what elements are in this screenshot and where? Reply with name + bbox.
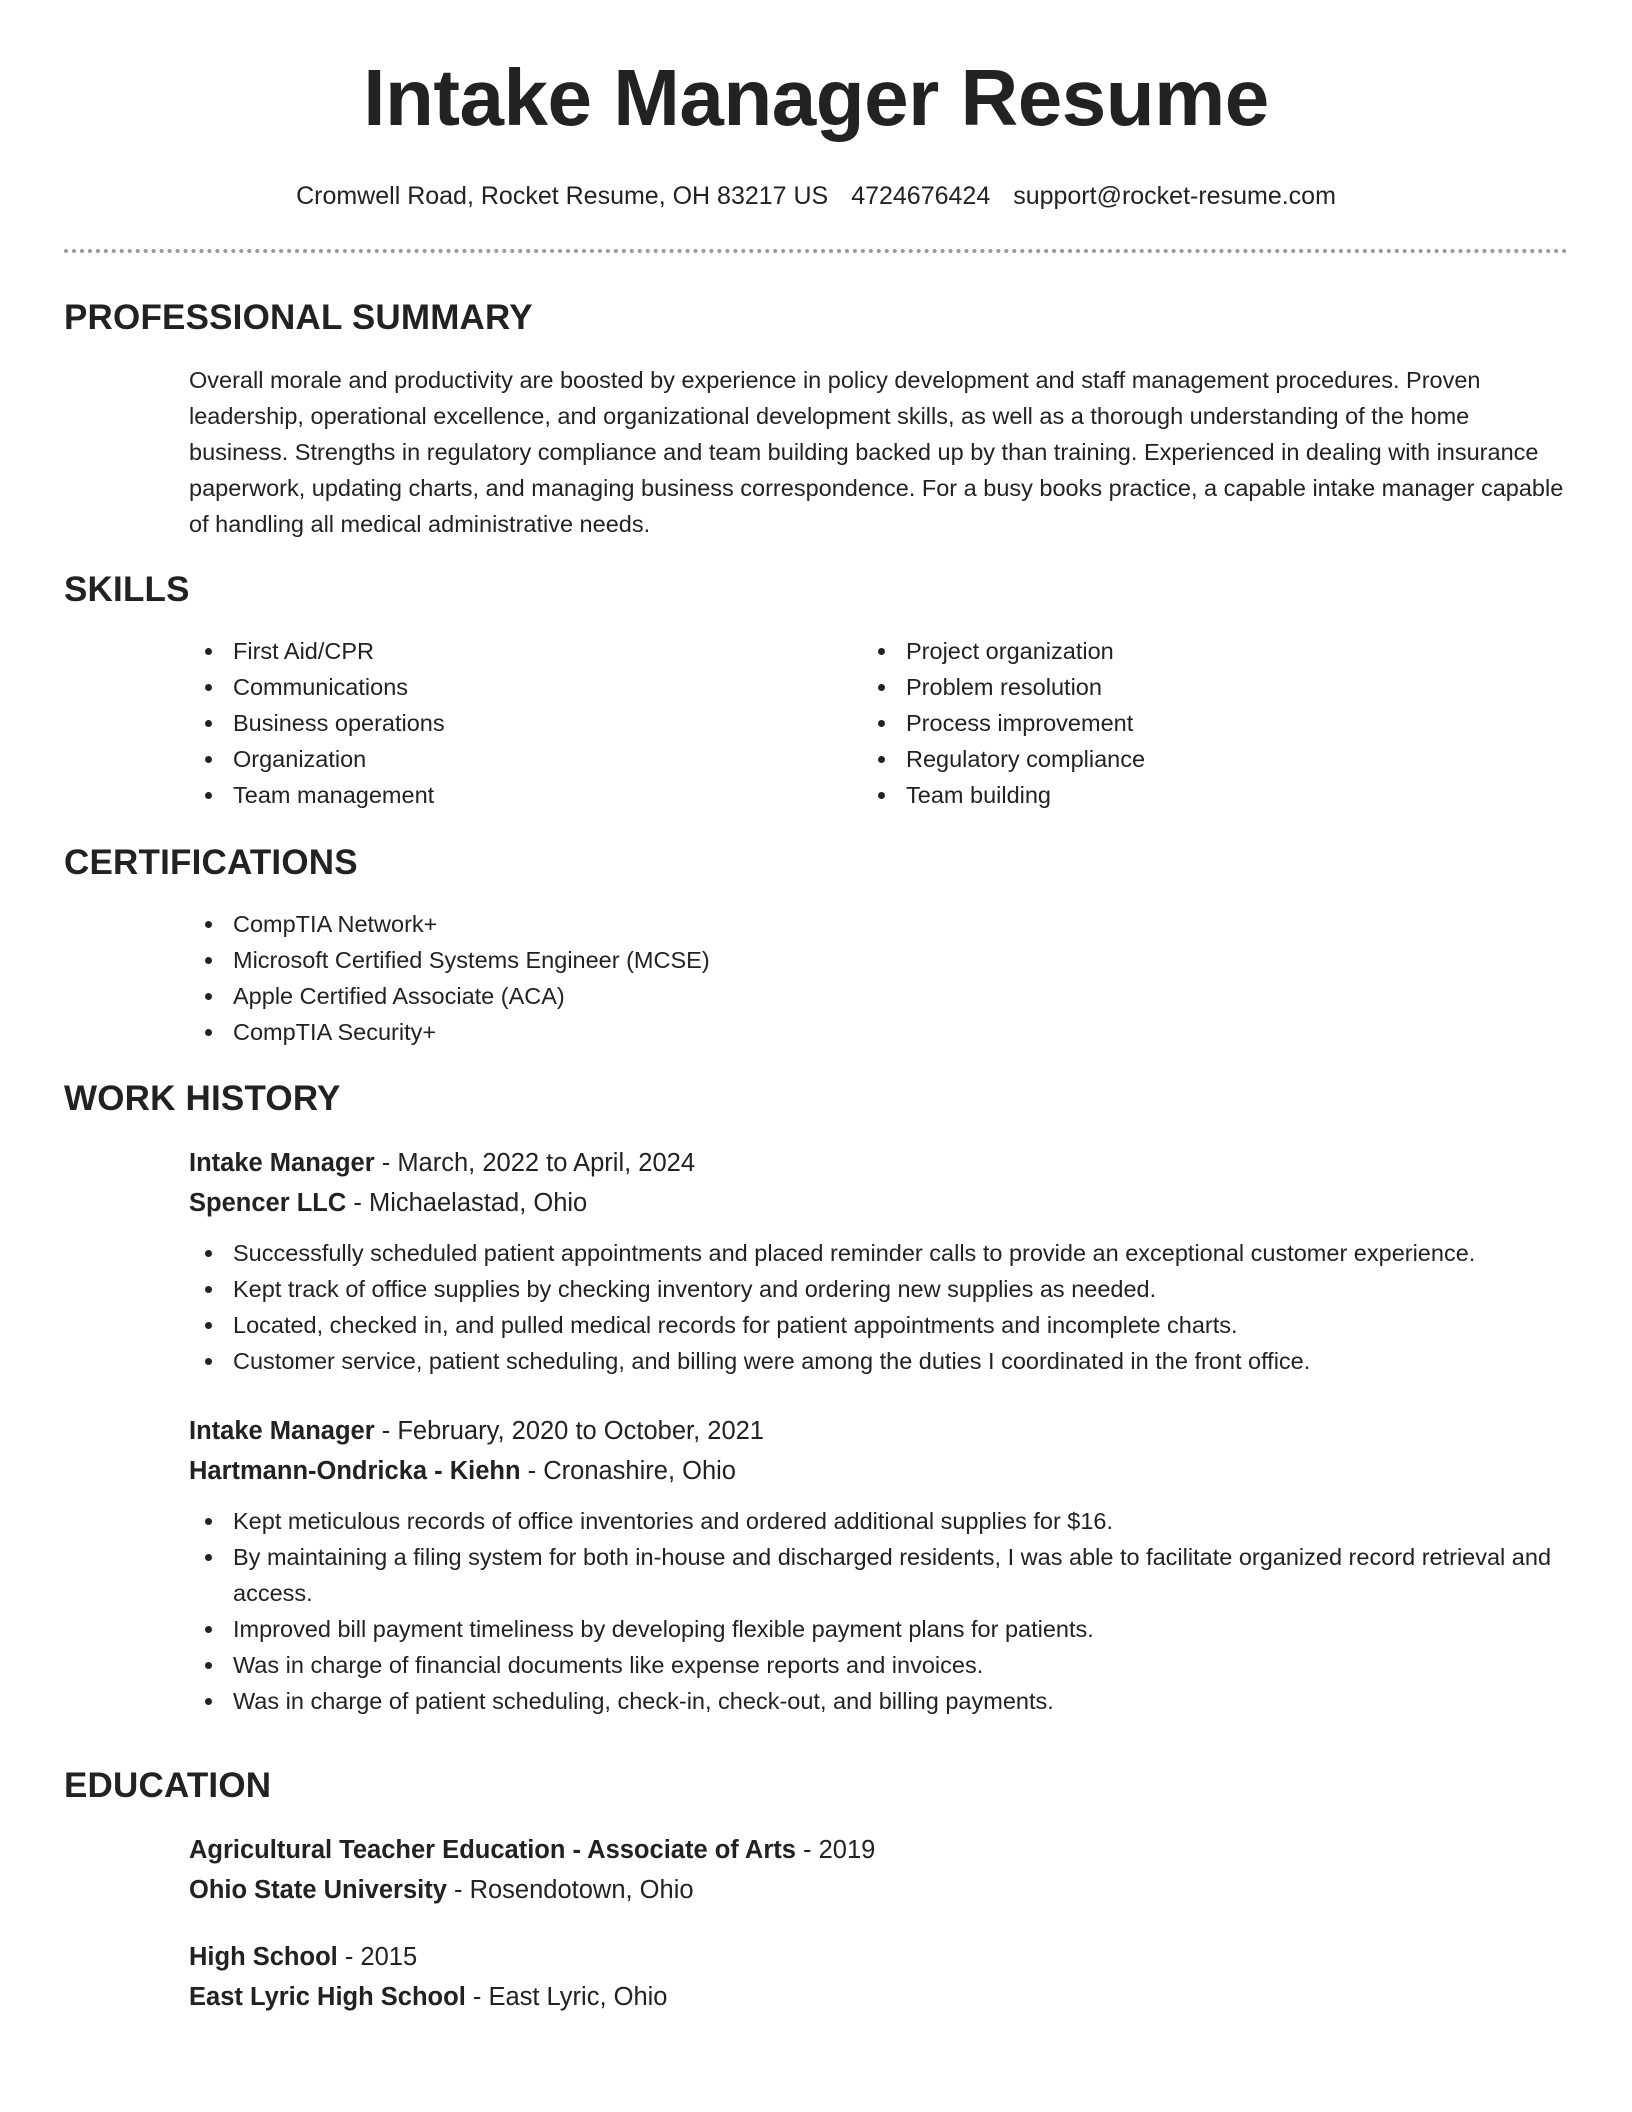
job-entry	[189, 1143, 1568, 1379]
skills-list-left	[189, 633, 829, 813]
job-entry	[189, 1411, 1568, 1719]
summary-heading: PROFESSIONAL SUMMARY	[64, 298, 533, 337]
education-location: - East Lyric, Ohio	[465, 1983, 668, 2011]
job-company: Hartmann-Ondricka - Kiehn	[189, 1457, 521, 1485]
certifications-heading: CERTIFICATIONS	[64, 843, 358, 882]
job-title: Intake Manager	[189, 1149, 375, 1177]
skills-heading: SKILLS	[64, 570, 190, 609]
certification-item: CompTIA Security+	[189, 1014, 1568, 1050]
contact-info	[0, 182, 1632, 211]
contact-address: Cromwell Road, Rocket Resume, OH 83217 US	[296, 182, 829, 210]
resume-title: Intake Manager Resume	[363, 53, 1269, 142]
job-title-line	[189, 1411, 1568, 1451]
education-school: East Lyric High School	[189, 1983, 466, 2011]
job-company-line	[189, 1451, 1568, 1491]
skills-list-right	[862, 633, 1502, 813]
job-company-line	[189, 1183, 1568, 1223]
job-company: Spencer LLC	[189, 1189, 347, 1217]
skill-item: Business operations	[189, 705, 829, 741]
skill-item: Organization	[189, 741, 829, 777]
contact-email: support@rocket-resume.com	[1013, 182, 1336, 210]
job-title-line	[189, 1143, 1568, 1183]
skill-item: Problem resolution	[862, 669, 1502, 705]
skill-item: Team building	[862, 777, 1502, 813]
job-dates: - February, 2020 to October, 2021	[374, 1417, 764, 1445]
education-degree: High School	[189, 1943, 338, 1971]
education-entry	[189, 1830, 1568, 1910]
job-title: Intake Manager	[189, 1417, 375, 1445]
job-duties	[0, 1235, 1568, 1379]
job-duty: Was in charge of financial documents like expense reports and invoices.	[189, 1647, 1568, 1683]
education-school-line	[189, 1977, 1568, 2017]
job-duty: Was in charge of patient scheduling, check-in, check-out, and billing payments.	[189, 1683, 1568, 1719]
education-school: Ohio State University	[189, 1876, 447, 1904]
job-location: - Michaelastad, Ohio	[346, 1189, 588, 1217]
certification-item: CompTIA Network+	[189, 906, 1568, 942]
education-entry	[189, 1937, 1568, 2017]
job-duty: Customer service, patient scheduling, and billing were among the duties I coordinated in the front office.	[189, 1343, 1568, 1379]
certifications-list	[189, 906, 1568, 1050]
skill-item: Project organization	[862, 633, 1502, 669]
skill-item: Process improvement	[862, 705, 1502, 741]
job-duty: Kept track of office supplies by checking inventory and ordering new supplies as needed.	[189, 1271, 1568, 1307]
education-degree-line	[189, 1830, 1568, 1870]
job-duties	[0, 1503, 1568, 1719]
skill-item: Regulatory compliance	[862, 741, 1502, 777]
job-duty: Successfully scheduled patient appointments and placed reminder calls to provide an exceptional customer experience.	[189, 1235, 1568, 1271]
header-divider	[64, 249, 1568, 253]
certification-item: Apple Certified Associate (ACA)	[189, 978, 1568, 1014]
contact-phone: 4724676424	[851, 182, 991, 210]
job-dates: - March, 2022 to April, 2024	[374, 1149, 695, 1177]
education-degree-line	[189, 1937, 1568, 1977]
job-location: - Cronashire, Ohio	[520, 1457, 736, 1485]
job-duty: Located, checked in, and pulled medical records for patient appointments and incomplete charts.	[189, 1307, 1568, 1343]
education-heading: EDUCATION	[64, 1766, 272, 1805]
job-duty: Kept meticulous records of office inventories and ordered additional supplies for $16.	[189, 1503, 1568, 1539]
certification-item: Microsoft Certified Systems Engineer (MCSE)	[189, 942, 1568, 978]
skill-item: Communications	[189, 669, 829, 705]
job-duty: Improved bill payment timeliness by developing flexible payment plans for patients.	[189, 1611, 1568, 1647]
education-year: - 2019	[795, 1836, 876, 1864]
job-duty: By maintaining a filing system for both in-house and discharged residents, I was able to facilitate organized record retrieval and access.	[189, 1539, 1568, 1611]
education-location: - Rosendotown, Ohio	[446, 1876, 694, 1904]
education-year: - 2015	[337, 1943, 418, 1971]
skill-item: Team management	[189, 777, 829, 813]
summary-text: Overall morale and productivity are boosted by experience in policy development and staff management procedures. Proven leadership, operational excellence, and organizational development skills, as well as a thorough understanding of the home business. Strengths in regulatory compliance and team building backed up by than training. Experienced in dealing with insurance paperwork, updating charts, and managing business correspondence. For a busy books practice, a capable intake manager capable of handling all medical administrative needs.	[189, 367, 1564, 537]
skill-item: First Aid/CPR	[189, 633, 829, 669]
education-school-line	[189, 1870, 1568, 1910]
education-degree: Agricultural Teacher Education - Associate of Arts	[189, 1836, 796, 1864]
work-history-heading: WORK HISTORY	[64, 1079, 341, 1118]
